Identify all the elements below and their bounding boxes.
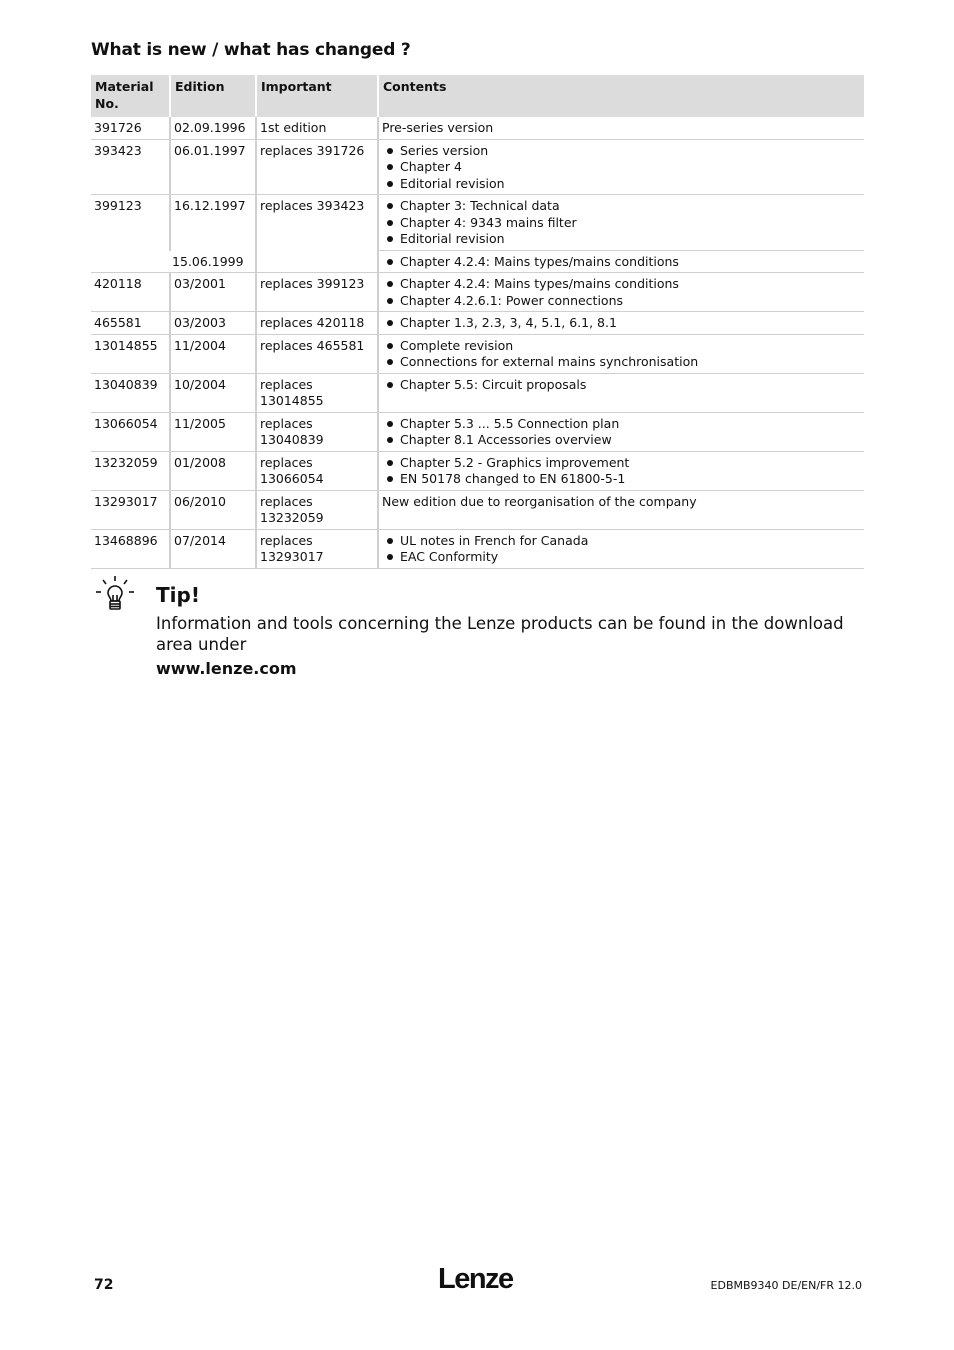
- contents-list: [382, 198, 861, 248]
- header-important: Important: [255, 75, 377, 117]
- cell-important: replaces 399123: [255, 273, 377, 312]
- list-item: Chapter 4: [382, 159, 861, 176]
- list-item: Connections for external mains synchronisation: [382, 354, 861, 371]
- list-item: Chapter 3: Technical data: [382, 198, 861, 215]
- cell-contents: New edition due to reorganisation of the company: [377, 491, 864, 530]
- list-item: Chapter 8.1 Accessories overview: [382, 432, 861, 449]
- cell-edition: 11/2004: [169, 335, 255, 374]
- table-body: [91, 117, 864, 569]
- cell-contents: [377, 413, 864, 452]
- cell-material: 13066054: [91, 413, 169, 452]
- cell-contents: [377, 452, 864, 491]
- cell-important: replaces 465581: [255, 335, 377, 374]
- table-row: [91, 273, 864, 312]
- list-item: UL notes in French for Canada: [382, 533, 861, 550]
- cell-contents: [377, 312, 864, 335]
- cell-material: 13040839: [91, 374, 169, 413]
- website-link[interactable]: www.lenze.com: [156, 659, 297, 678]
- cell-material: 393423: [91, 140, 169, 196]
- contents-list: [382, 315, 861, 332]
- cell-edition: 16.12.1997: [169, 195, 255, 251]
- contents-list: [382, 338, 861, 371]
- cell-important: replaces 13293017: [255, 530, 377, 569]
- cell-important: replaces 13040839: [255, 413, 377, 452]
- list-item: Chapter 5.3 ... 5.5 Connection plan: [382, 416, 861, 433]
- list-item: Chapter 4.2.6.1: Power connections: [382, 293, 861, 310]
- table-row: [91, 452, 864, 491]
- contents-list: [382, 416, 861, 449]
- cell-important: replaces 13232059: [255, 491, 377, 530]
- cell-edition: 10/2004: [169, 374, 255, 413]
- cell-contents: [377, 273, 864, 312]
- cell-important: replaces 13066054: [255, 452, 377, 491]
- cell-material: 13014855: [91, 335, 169, 374]
- header-material-no: Material No.: [91, 75, 169, 117]
- cell-edition: 15.06.1999: [169, 251, 255, 274]
- cell-material: 13293017: [91, 491, 169, 530]
- list-item: EAC Conformity: [382, 549, 861, 566]
- cell-edition: 11/2005: [169, 413, 255, 452]
- table-row: [91, 530, 864, 569]
- list-item: Editorial revision: [382, 176, 861, 193]
- lenze-logo: Lenze: [438, 1263, 513, 1295]
- list-item: Series version: [382, 143, 861, 160]
- table-row: [91, 413, 864, 452]
- cell-edition: 06/2010: [169, 491, 255, 530]
- cell-material: 465581: [91, 312, 169, 335]
- table-row: [91, 312, 864, 335]
- table-row: [91, 374, 864, 413]
- cell-important: 1st edition: [255, 117, 377, 140]
- cell-edition: 02.09.1996: [169, 117, 255, 140]
- list-item: Chapter 5.2 - Graphics improvement: [382, 455, 861, 472]
- list-item: Complete revision: [382, 338, 861, 355]
- table-row: [91, 335, 864, 374]
- cell-important: replaces 391726: [255, 140, 377, 196]
- contents-list: [382, 276, 861, 309]
- cell-edition: 03/2003: [169, 312, 255, 335]
- cell-material: 420118: [91, 273, 169, 312]
- cell-contents: [377, 530, 864, 569]
- cell-contents: [377, 335, 864, 374]
- table-row: [91, 251, 864, 274]
- cell-edition: 01/2008: [169, 452, 255, 491]
- header-contents: Contents: [377, 75, 864, 117]
- list-item: Chapter 1.3, 2.3, 3, 4, 5.1, 6.1, 8.1: [382, 315, 861, 332]
- cell-material: 399123: [91, 195, 169, 273]
- cell-contents: [377, 374, 864, 413]
- cell-material: 391726: [91, 117, 169, 140]
- cell-material: 13232059: [91, 452, 169, 491]
- tip-text: Information and tools concerning the Lenze products can be found in the download area under: [156, 614, 844, 654]
- table-row: [91, 491, 864, 530]
- contents-list: [382, 143, 861, 193]
- revision-table: [91, 75, 864, 569]
- cell-contents: [377, 195, 864, 251]
- table-row: [91, 195, 864, 251]
- section-title: What is new / what has changed ?: [91, 40, 411, 60]
- table-row: [91, 117, 864, 140]
- list-item: EN 50178 changed to EN 61800-5-1: [382, 471, 861, 488]
- cell-important: replaces 420118: [255, 312, 377, 335]
- cell-edition: 07/2014: [169, 530, 255, 569]
- lightbulb-icon: [95, 575, 135, 615]
- table-row: [91, 140, 864, 196]
- cell-edition: 03/2001: [169, 273, 255, 312]
- contents-list: [382, 377, 861, 394]
- list-item: Chapter 4.2.4: Mains types/mains conditions: [382, 254, 861, 271]
- cell-important: replaces 13014855: [255, 374, 377, 413]
- list-item: Editorial revision: [382, 231, 861, 248]
- contents-list: [382, 254, 861, 271]
- cell-important: replaces 393423: [255, 195, 377, 273]
- table-header-row: [91, 75, 864, 117]
- document-reference: EDBMB9340 DE/EN/FR 12.0: [710, 1279, 862, 1292]
- cell-edition: 06.01.1997: [169, 140, 255, 196]
- cell-contents: [377, 140, 864, 196]
- cell-material: 13468896: [91, 530, 169, 569]
- header-edition: Edition: [169, 75, 255, 117]
- list-item: Chapter 5.5: Circuit proposals: [382, 377, 861, 394]
- tip-title: Tip!: [156, 583, 200, 607]
- contents-list: [382, 455, 861, 488]
- page-number: 72: [94, 1277, 114, 1293]
- cell-contents: [377, 251, 864, 274]
- contents-list: [382, 533, 861, 566]
- list-item: Chapter 4: 9343 mains filter: [382, 215, 861, 232]
- list-item: Chapter 4.2.4: Mains types/mains conditions: [382, 276, 861, 293]
- cell-contents: Pre-series version: [377, 117, 864, 140]
